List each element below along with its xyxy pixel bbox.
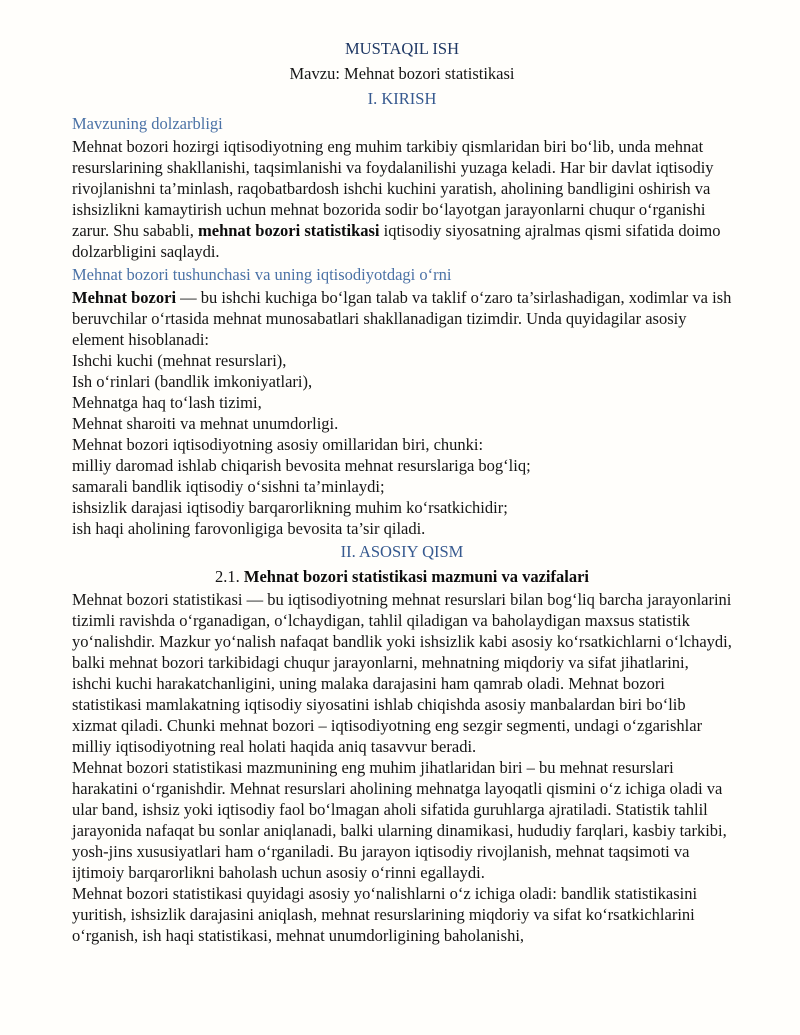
- subheading-tushunchasi: Mehnat bozori tushunchasi va uning iqtisodiyotdagi o‘rni: [72, 265, 452, 284]
- element-line: Mehnatga haq to‘lash tizimi,: [72, 393, 262, 412]
- subsection-number: 2.1.: [215, 567, 244, 586]
- paragraph-yonalishlar: Mehnat bozori statistikasi quyidagi asosiy yo‘nalishlarni o‘z ichiga oladi: bandlik statistikasini yuritish, ishsizlik darajasini aniqlash, mehnat resurslarining miqdoriy va sifat ko‘rsatkichlarini o‘rganish, ish haqi statistikasi, mehnat unumdorligining baholanishi,: [72, 884, 698, 945]
- element-line: Mehnat sharoiti va mehnat unumdorligi.: [72, 414, 339, 433]
- factor-line: ish haqi aholining farovonligiga bevosita ta’sir qiladi.: [72, 519, 426, 538]
- element-line: Ishchi kuchi (mehnat resurslari),: [72, 351, 287, 370]
- factor-line: samarali bandlik iqtisodiy o‘sishni ta’minlaydi;: [72, 477, 385, 496]
- element-line: Ish o‘rinlari (bandlik imkoniyatlari),: [72, 372, 313, 391]
- section-heading-asosiy-qism: II. ASOSIY QISM: [340, 542, 464, 561]
- factor-line: ishsizlik darajasi iqtisodiy barqarorlikning muhim ko‘rsatkichidir;: [72, 498, 508, 517]
- paragraph-dolzarbligi-bold: mehnat bozori statistikasi: [198, 221, 380, 240]
- section-heading-kirish: I. KIRISH: [367, 89, 437, 108]
- paragraph-dolzarbligi: [72, 136, 732, 262]
- paragraph-dolzarbligi-tail: iqtisodiy siyosatning ajralmas qismi sifatida doimo dolzarbligini saqlaydi.: [72, 221, 721, 261]
- paragraph-statistika-mazmuni: Mehnat bozori statistikasi — bu iqtisodiyotning mehnat resurslari bilan bog‘liq barcha jarayonlarini tizimli ravishda o‘rganadigan, o‘lchaydigan, tahlil qiladigan va baholaydigan maxsus statistik yo‘nalishdir. Mazkur yo‘nalish nafaqat bandlik yoki ishsizlik kabi asosiy ko‘rsatkichlarni o‘lchaydi, balki mehnat bozori tarkibidagi chuqur jarayonlarni, mehnatning miqdoriy va sifat jihatlarini, ishchi kuchi harakatchanligini, uning malaka darajasini ham qamrab oladi. Mehnat bozori statistikasi mamlakatning iqtisodiy siyosatini ishlab chiqishda asosiy manbalardan biri bo‘lib xizmat qiladi. Chunki mehnat bozori – iqtisodiyotning eng sezgir segmenti, undagi o‘zgarishlar milliy iqtisodiyotning real holati haqida aniq tasavvur beradi.: [72, 590, 732, 756]
- factors-intro-line: Mehnat bozori iqtisodiyotning asosiy omillaridan biri, chunki:: [72, 435, 484, 454]
- doc-title: MUSTAQIL ISH: [344, 39, 460, 58]
- paragraph-resurslar-harakati: Mehnat bozori statistikasi mazmunining eng muhim jihatlaridan biri – bu mehnat resurslari harakatini o‘rganishdir. Mehnat resurslari aholining mehnatga layoqatli qismini o‘z ichiga oladi va ular band, ishsiz yoki iqtisodiy faol bo‘lmagan aholi sifatida guruhlarga ajratiladi. Statistik tahlil jarayonida nafaqat bu sonlar aniqlanadi, balki ularning dinamikasi, hududiy farqlari, kasbiy tarkibi, yosh-jins xususiyatlari ham o‘rganiladi. Bu jarayon iqtisodiy rivojlanish, mehnat taqsimoti va ijtimoiy barqarorlikni baholash uchun asosiy o‘rinni egallaydi.: [72, 758, 727, 882]
- paragraph-dolzarbligi-text: Mehnat bozori hozirgi iqtisodiyotning eng muhim tarkibiy qismlaridan biri bo‘lib, unda mehnat resurslarining shakllanishi, taqsimlanishi va foydalanilishi yuzaga keladi. Har bir davlat iqtisodiy rivojlanishni ta’minlash, raqobatbardosh ishchi kuchini yaratish, aholining bandligini oshirish va ishsizlikni kamaytirish uchun mehnat bozorida sodir bo‘layotgan jarayonlarni chuqur o‘rganishi zarur. Shu sababli,: [72, 137, 714, 240]
- paragraph-tushunchasi-bold: Mehnat bozori: [72, 288, 177, 307]
- subsection-heading-2-1: [72, 564, 732, 589]
- paragraph-tushunchasi: [72, 287, 732, 350]
- subheading-dolzarbligi: Mavzuning dolzarbligi: [72, 114, 223, 133]
- doc-subtitle: Mavzu: Mehnat bozori statistikasi: [289, 64, 515, 83]
- factor-line: milliy daromad ishlab chiqarish bevosita mehnat resurslariga bog‘liq;: [72, 456, 531, 475]
- paragraph-tushunchasi-text: — bu ishchi kuchiga bo‘lgan talab va taklif o‘zaro ta’sirlashadigan, xodimlar va ish beruvchilar o‘rtasida mehnat munosabatlari shakllanadigan tizimdir. Unda quyidagilar asosiy element hisoblanadi:: [72, 288, 732, 349]
- subsection-title: Mehnat bozori statistikasi mazmuni va vazifalari: [243, 567, 589, 586]
